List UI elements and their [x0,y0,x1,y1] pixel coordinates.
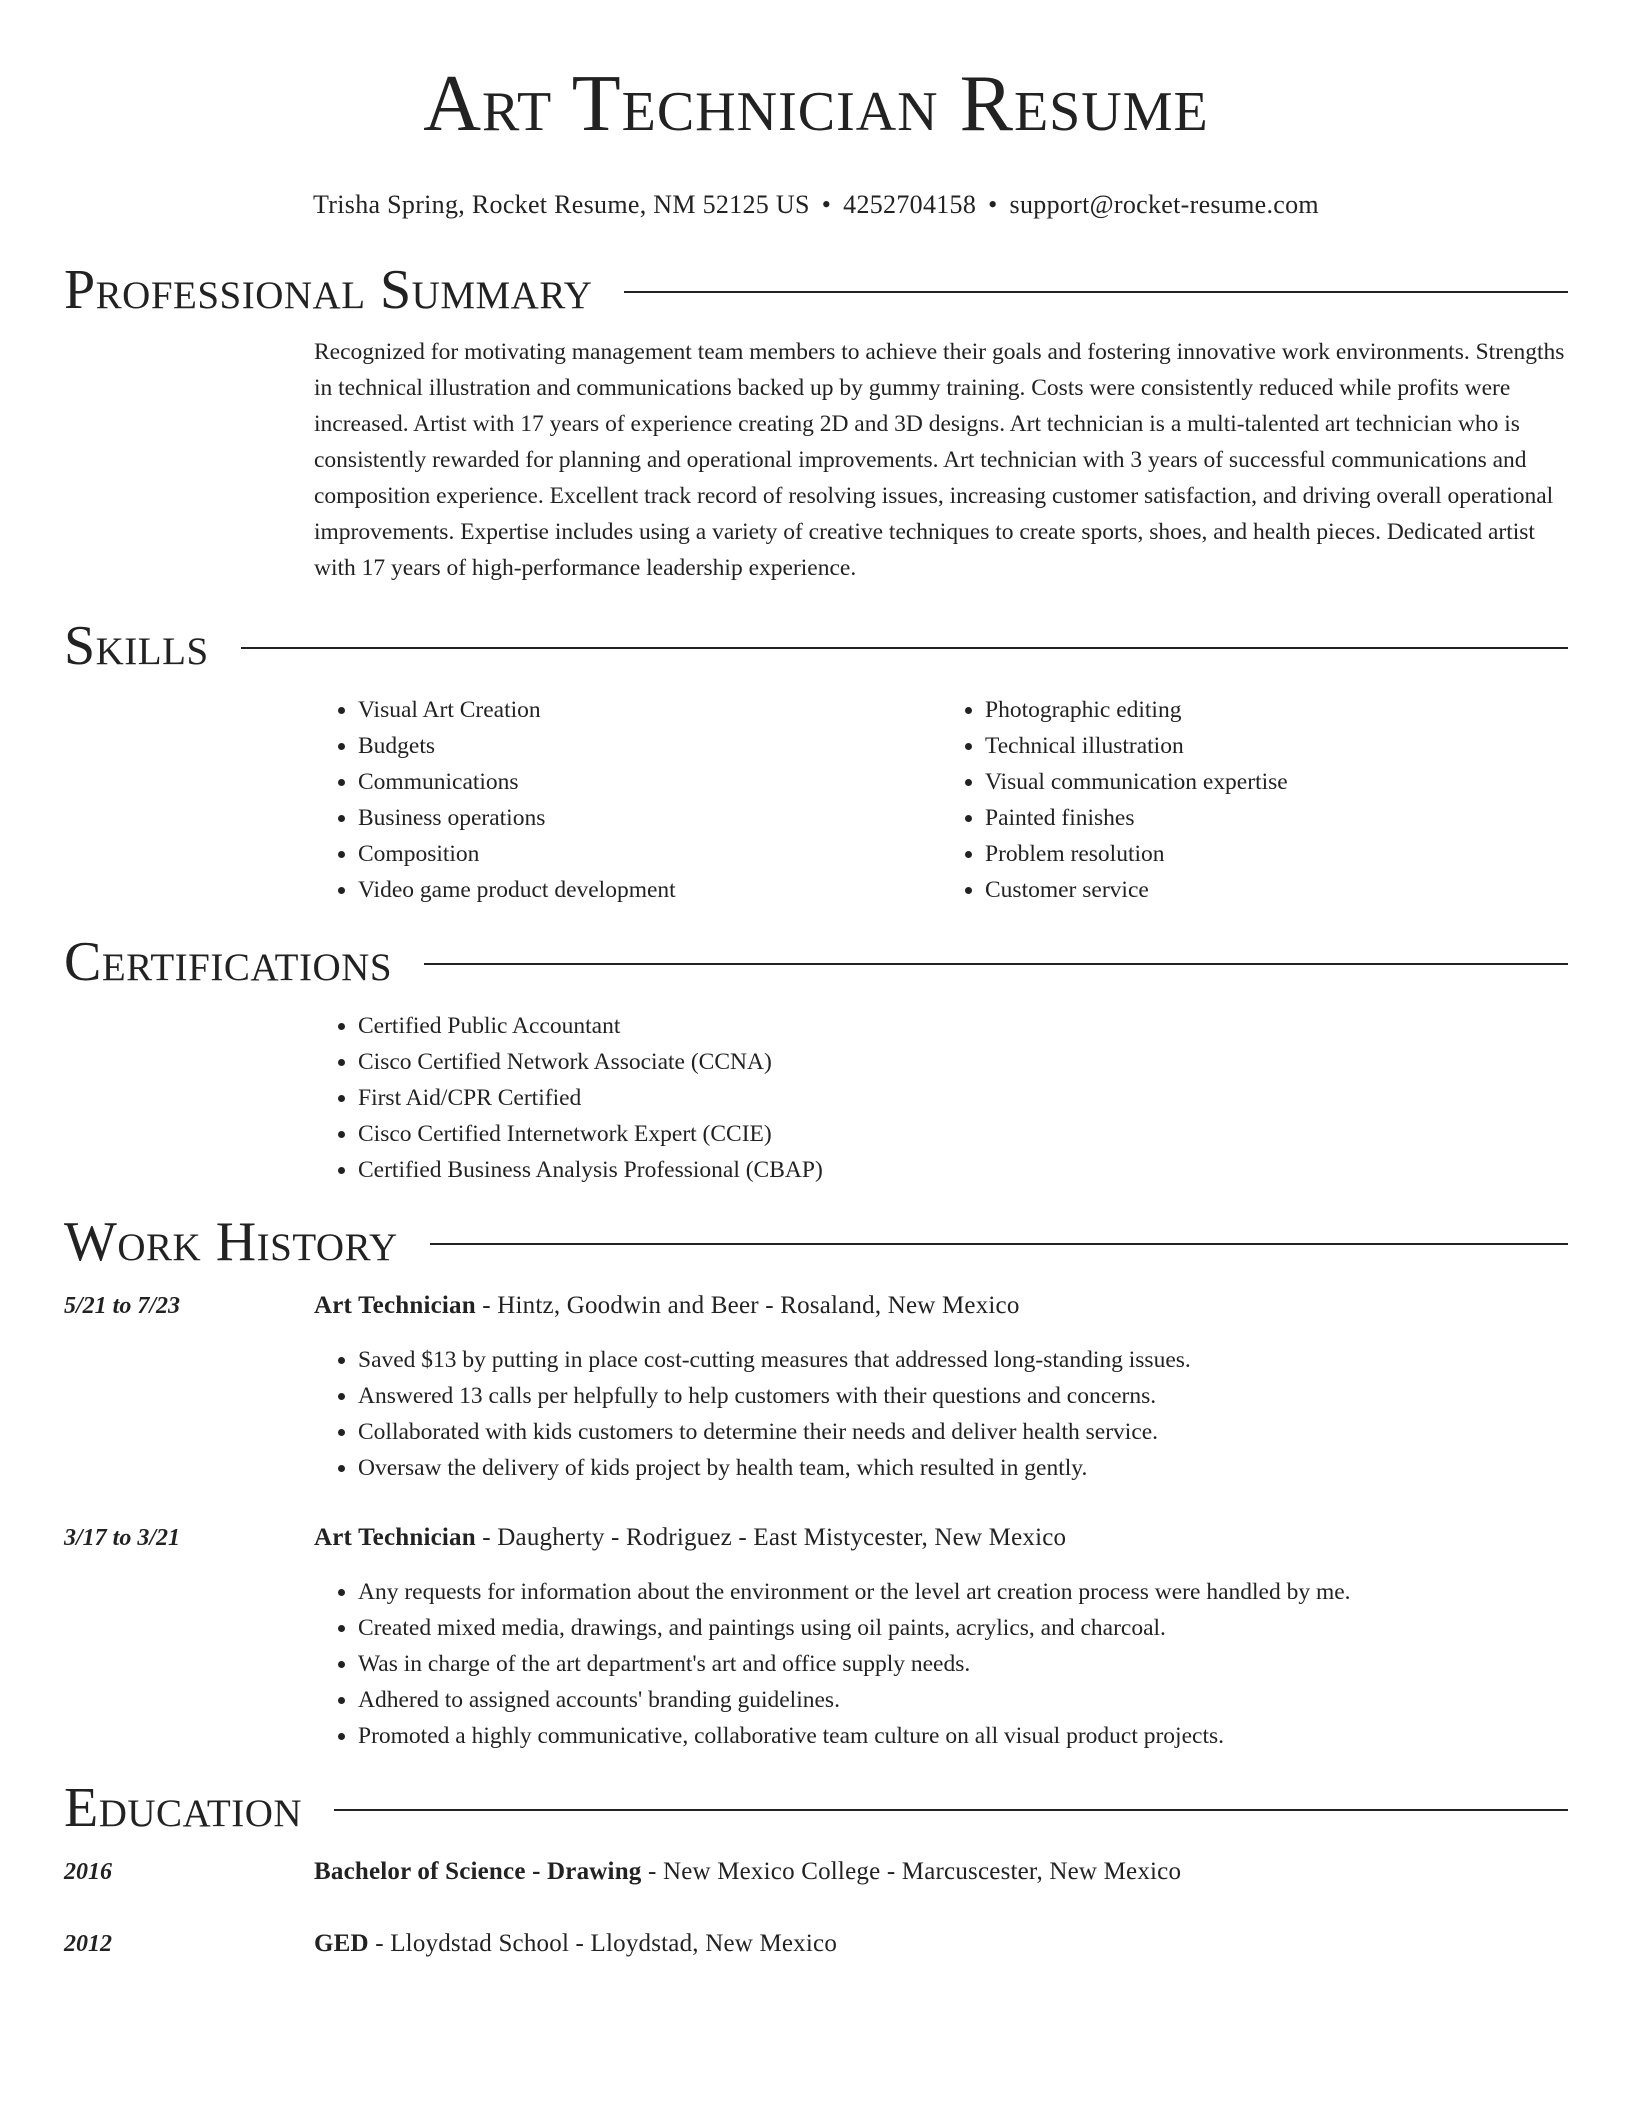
education-row [64,1854,1568,1890]
job-title: Art Technician [314,1524,476,1551]
job-heading [314,1288,1020,1324]
contact-separator: • [821,190,832,219]
certification-item: • Certified Public Accountant [358,1008,1568,1044]
education-details: - Lloydstad School - Lloydstad, New Mexico [368,1930,838,1957]
work-history-heading: Work History [64,1211,398,1273]
education-heading-line [314,1926,837,1962]
education-section [64,1776,1568,1962]
job-entry [64,1288,1568,1486]
summary-text: Recognized for motivating management team members to achieve their goals and fostering innovative work environments. Strengths in technical illustration and communications backed up by gummy training. Costs were consistently reduced while profits were increased. Artist with 17 years of experience creating 2D and 3D designs. Art technician is a multi-talented art technician who is consistently rewarded for planning and operational improvements. Art technician with 3 years of successful communications and composition experience. Excellent track record of resolving issues, increasing customer satisfaction, and driving overall operational improvements. Expertise includes using a variety of creative techniques to create sports, shoes, and health pieces. Dedicated artist with 17 years of high-performance leadership experience. [314,339,1565,581]
job-dates: 5/21 to 7/23 [64,1293,181,1319]
job-header-row [64,1288,1568,1324]
skills-header [64,614,1568,678]
resume-page [64,0,1568,1962]
skill-item: • Composition [358,836,941,872]
job-bullet: • Adhered to assigned accounts' branding guidelines. [358,1682,1568,1718]
skill-item: • Painted finishes [985,800,1568,836]
job-bullets [314,1342,1568,1486]
skill-item: • Visual communication expertise [985,764,1568,800]
contact-separator: • [988,190,998,219]
certification-item: • Certified Business Analysis Professional (CBAP) [358,1152,1568,1188]
summary-content [314,334,1568,586]
skills-heading: Skills [64,615,209,677]
section-divider [430,1243,1568,1245]
section-divider [241,647,1568,649]
certifications-content [314,1008,1568,1188]
education-header [64,1776,1568,1840]
summary-section [64,258,1568,586]
certifications-list [314,1008,1568,1188]
certifications-header [64,930,1568,994]
job-entry [64,1520,1568,1754]
job-bullet: • Collaborated with kids customers to determine their needs and deliver health service. [358,1414,1568,1450]
job-heading [314,1520,1066,1556]
skill-item: • Visual Art Creation [358,692,941,728]
skill-item: • Technical illustration [985,728,1568,764]
job-header-row [64,1520,1568,1556]
job-bullets [314,1574,1568,1754]
job-bullet: • Any requests for information about the environment or the level art creation process were handled by me. [358,1574,1568,1610]
education-entry [64,1926,1568,1962]
work-history-header [64,1210,1568,1274]
work-history-section [64,1210,1568,1754]
education-year: 2016 [64,1859,112,1885]
skill-item: • Problem resolution [985,836,1568,872]
skills-list-right [941,692,1568,908]
certification-item: • Cisco Certified Internetwork Expert (CCIE) [358,1116,1568,1152]
education-degree: GED [314,1930,369,1957]
certification-item: • Cisco Certified Network Associate (CCNA) [358,1044,1568,1080]
contact-address: Trisha Spring, Rocket Resume, NM 52125 US [313,190,810,219]
skills-section [64,614,1568,908]
certification-item: • First Aid/CPR Certified [358,1080,1568,1116]
education-row [64,1926,1568,1962]
summary-header [64,258,1568,322]
education-heading-line [314,1854,1181,1890]
job-bullet: • Was in charge of the art department's art and office supply needs. [358,1646,1568,1682]
job-bullet: • Saved $13 by putting in place cost-cutting measures that addressed long-standing issues. [358,1342,1568,1378]
skill-item: • Photographic editing [985,692,1568,728]
education-heading: Education [64,1777,303,1839]
certifications-heading: Certifications [64,931,393,993]
certifications-section [64,930,1568,1188]
contact-email: support@rocket-resume.com [1009,190,1319,219]
skill-item: • Budgets [358,728,941,764]
section-divider [334,1809,1568,1811]
section-divider [624,291,1568,293]
section-divider [424,963,1568,965]
contact-phone: 4252704158 [843,190,977,219]
job-dates: 3/17 to 3/21 [64,1525,181,1551]
education-year: 2012 [64,1931,112,1957]
contact-line [64,190,1568,220]
job-bullet: • Created mixed media, drawings, and paintings using oil paints, acrylics, and charcoal. [358,1610,1568,1646]
job-bullet: • Promoted a highly communicative, collaborative team culture on all visual product projects. [358,1718,1568,1754]
skill-item: • Customer service [985,872,1568,908]
education-degree: Bachelor of Science - Drawing [314,1858,642,1885]
education-entry [64,1854,1568,1890]
skills-columns [314,692,1568,908]
summary-heading: Professional Summary [64,259,593,321]
skill-item: • Video game product development [358,872,941,908]
job-title: Art Technician [314,1292,476,1319]
skill-item: • Business operations [358,800,941,836]
education-details: - New Mexico College - Marcuscester, New Mexico [641,1858,1182,1885]
page-title: Art Technician Resume [423,60,1209,148]
job-details: - Daugherty - Rodriguez - East Mistycester, New Mexico [475,1524,1067,1551]
job-bullet: • Oversaw the delivery of kids project by health team, which resulted in gently. [358,1450,1568,1486]
skill-item: • Communications [358,764,941,800]
skills-list-left [314,692,941,908]
job-bullet: • Answered 13 calls per helpfully to help customers with their questions and concerns. [358,1378,1568,1414]
job-details: - Hintz, Goodwin and Beer - Rosaland, New Mexico [475,1292,1020,1319]
